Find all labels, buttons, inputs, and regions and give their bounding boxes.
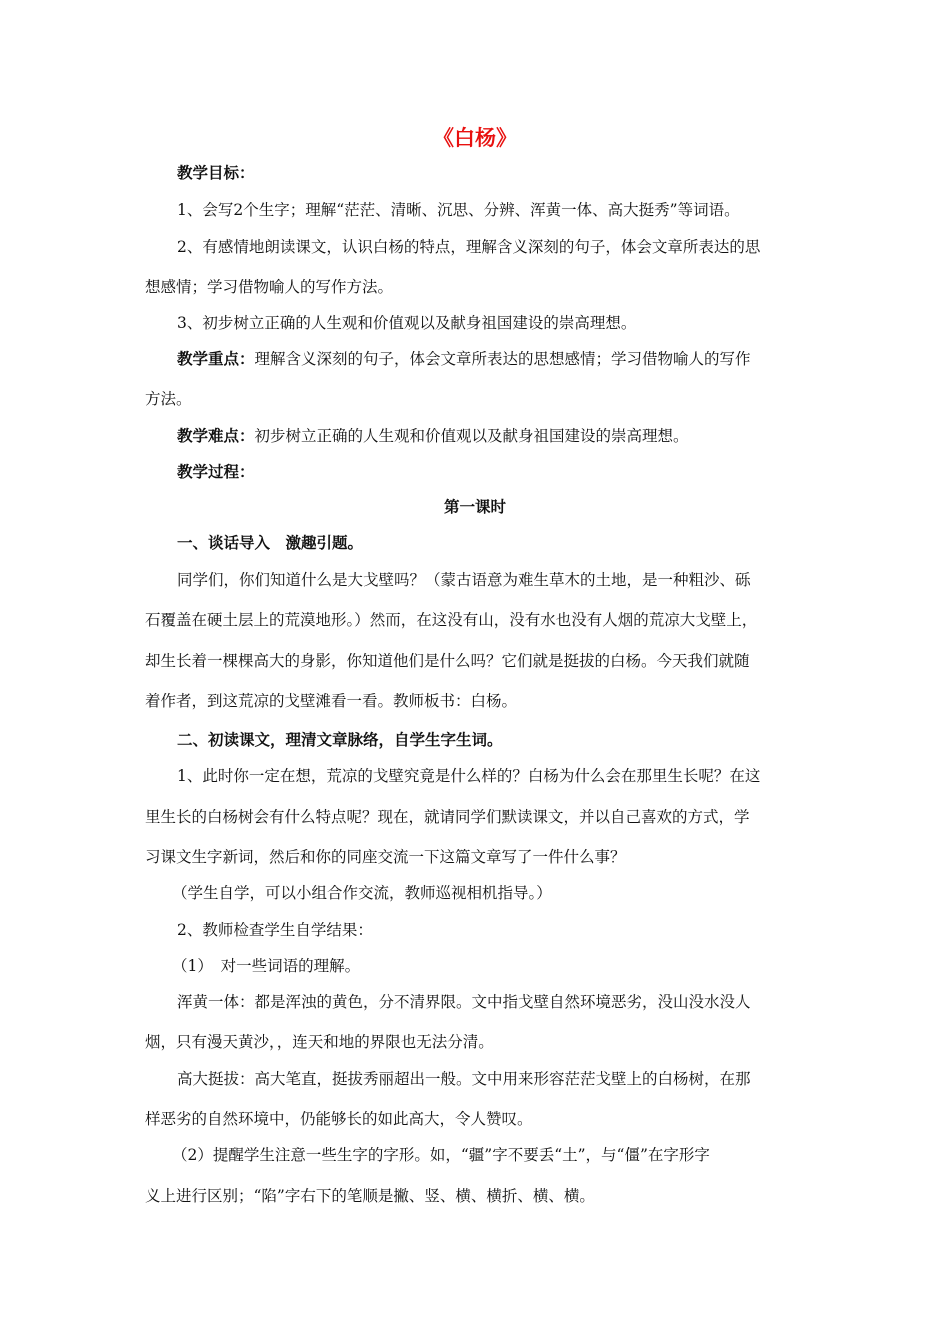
difficulties-label: 教学难点：	[177, 426, 255, 445]
word-explanation-1-line-1: 浑黄一体：都是浑浊的黄色，分不清界限。文中指戈壁自然环境恶劣，没山没水没人	[177, 993, 751, 1011]
section-2-subitem-2-line-1: （2）提醒学生注意一些生字的字形。如，“疆”字不要丢“土”，与“僵”在字形字	[172, 1146, 710, 1164]
word-explanation-2-line-2: 样恶劣的自然环境中，仍能够长的如此高大，令人赞叹。	[145, 1110, 533, 1128]
goal-item-1: 1、会写2个生字；理解“茫茫、清晰、沉思、分辨、浑黄一体、高大挺秀”等词语。	[177, 201, 740, 219]
section-1-paragraph-line-2: 石覆盖在硬土层上的荒漠地形。）然而，在这没有山，没有水也没有人烟的荒凉大戈壁上，	[145, 611, 758, 629]
section-2-note: （学生自学，可以小组合作交流，教师巡视相机指导。）	[172, 884, 552, 902]
key-points-line-2: 方法。	[145, 390, 192, 408]
goals-heading: 教学目标：	[177, 163, 255, 182]
section-2-subitem-1: （1） 对一些词语的理解。	[172, 957, 361, 975]
section-1-paragraph-line-1: 同学们，你们知道什么是大戈壁吗？（蒙古语意为难生草木的土地，是一种粗沙、砾	[177, 571, 751, 589]
key-points-label: 教学重点：	[177, 349, 255, 368]
section-1-heading: 一、谈话导入 激趣引题。	[177, 533, 364, 552]
goal-item-2-line-2: 想感情；学习借物喻人的写作方法。	[145, 278, 394, 296]
section-2-subitem-2-line-2: 义上进行区别；“陷”字右下的笔顺是撇、竖、横、横折、横、横。	[145, 1187, 595, 1205]
section-2-paragraph-1-line-3: 习课文生字新词，然后和你的同座交流一下这篇文章写了一件什么事？	[145, 848, 626, 866]
key-points-line-1	[177, 348, 751, 370]
goal-item-3: 3、初步树立正确的人生观和价值观以及献身祖国建设的崇高理想。	[177, 314, 637, 332]
section-2-paragraph-1-line-2: 里生长的白杨树会有什么特点呢？现在，就请同学们默读课文，并以自己喜欢的方式，学	[145, 808, 750, 826]
section-2-heading: 二、初读课文，理清文章脉络，自学生字生词。	[177, 730, 503, 749]
process-heading: 教学过程：	[177, 462, 255, 481]
section-1-paragraph-line-3: 却生长着一棵棵高大的身影，你知道他们是什么吗？它们就是挺拔的白杨。今天我们就随	[145, 652, 750, 670]
goal-item-2-line-1: 2、有感情地朗读课文，认识白杨的特点，理解含义深刻的句子，体会文章所表达的思	[177, 238, 761, 256]
lesson-title: 第一课时	[443, 497, 506, 516]
key-points-text: 理解含义深刻的句子，体会文章所表达的思想感情；学习借物喻人的写作	[254, 350, 751, 368]
section-2-paragraph-2: 2、教师检查学生自学结果：	[177, 921, 373, 939]
difficulties-line	[177, 425, 689, 447]
document-title: 《白杨》	[433, 125, 517, 150]
word-explanation-2-line-1: 高大挺拔：高大笔直，挺拔秀丽超出一般。文中用来形容茫茫戈壁上的白杨树，在那	[177, 1070, 751, 1088]
difficulties-text: 初步树立正确的人生观和价值观以及献身祖国建设的崇高理想。	[254, 427, 689, 445]
section-1-paragraph-line-4: 着作者，到这荒凉的戈壁滩看一看。教师板书：白杨。	[145, 692, 518, 710]
word-explanation-1-line-2: 烟，只有漫天黄沙，，连天和地的界限也无法分清。	[145, 1033, 494, 1051]
section-2-paragraph-1-line-1: 1、此时你一定在想，荒凉的戈壁究竟是什么样的？白杨为什么会在那里生长呢？在这	[177, 767, 761, 785]
